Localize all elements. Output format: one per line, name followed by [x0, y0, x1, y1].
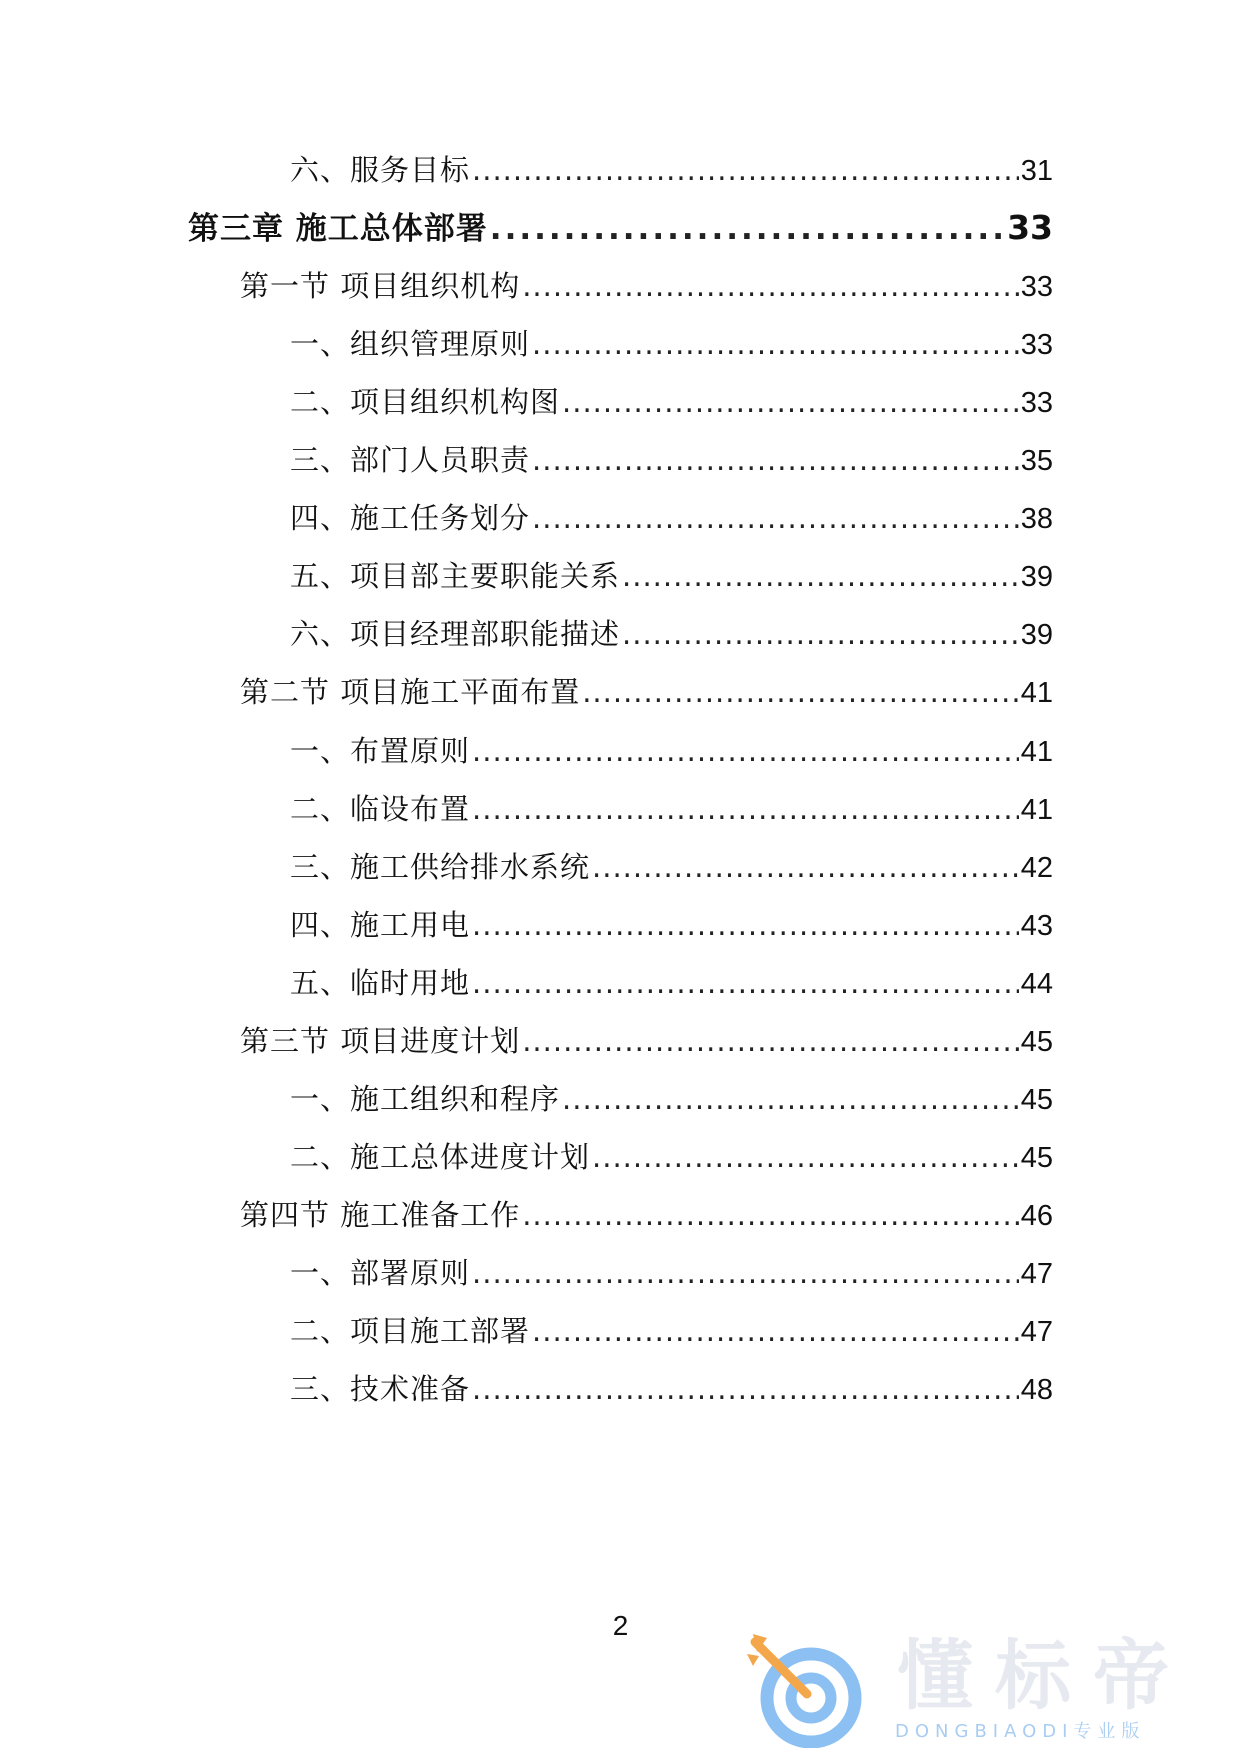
toc-entry-page: 35: [1020, 445, 1053, 478]
toc-dot-leader: [562, 1079, 1019, 1119]
toc-chapter-entry[interactable]: [188, 208, 1053, 248]
toc-dot-leader: [592, 847, 1019, 887]
toc-entry-title: 二、施工总体进度计划: [290, 1139, 591, 1174]
toc-entry-page: 47: [1020, 1316, 1053, 1348]
toc-entry-page: 38: [1020, 503, 1053, 536]
toc-subsection-entry[interactable]: [290, 324, 1053, 364]
watermark-subtitle: DONGBIAODI专业版: [895, 1721, 1146, 1742]
toc-subsection-entry[interactable]: [290, 440, 1053, 480]
toc-subsection-entry[interactable]: [290, 1311, 1053, 1351]
toc-entry-page: 31: [1020, 155, 1053, 187]
toc-dot-leader: [622, 556, 1019, 596]
toc-entry-title: 四、施工任务划分: [290, 501, 531, 536]
toc-dot-leader: [532, 498, 1019, 538]
toc-entry-page: 33: [1007, 208, 1053, 248]
toc-entry-page: 45: [1020, 1141, 1053, 1174]
toc-dot-leader: [472, 905, 1019, 945]
toc-subsection-entry[interactable]: [290, 789, 1053, 829]
toc-entry-title: 六、服务目标: [290, 153, 471, 187]
toc-entry-page: 39: [1020, 561, 1053, 594]
toc-entry-page: 41: [1020, 677, 1053, 710]
toc-subsection-entry[interactable]: [290, 731, 1053, 771]
toc-entry-page: 48: [1020, 1374, 1053, 1407]
toc-entry-title: 二、项目施工部署: [290, 1314, 531, 1348]
toc-entry-page: 42: [1020, 851, 1053, 884]
toc-entry-page: 46: [1020, 1199, 1053, 1232]
toc-entry-title: 五、项目部主要职能关系: [290, 559, 621, 594]
toc-subsection-entry[interactable]: [290, 1253, 1053, 1293]
toc-dot-leader: [472, 150, 1019, 190]
toc-entry-title: 二、临设布置: [290, 791, 471, 826]
toc-entry-title: 三、施工供给排水系统: [290, 849, 591, 884]
toc-entry-page: 45: [1020, 1083, 1053, 1116]
toc-subsection-entry[interactable]: [290, 1137, 1053, 1177]
toc-section-entry[interactable]: [240, 1021, 1053, 1061]
toc-subsection-entry[interactable]: [290, 382, 1053, 422]
watermark: [745, 1630, 1225, 1748]
toc-dot-leader: [490, 209, 1005, 248]
toc-dot-leader: [472, 789, 1019, 829]
toc-entry-page: 41: [1020, 793, 1053, 826]
toc-dot-leader: [582, 672, 1019, 712]
toc-dot-leader: [472, 731, 1019, 771]
toc-subsection-entry[interactable]: [290, 498, 1053, 538]
toc-section-entry[interactable]: [240, 672, 1053, 712]
toc-entry-title: 三、技术准备: [290, 1372, 471, 1407]
toc-dot-leader: [562, 382, 1019, 422]
toc-subsection-entry[interactable]: [290, 1079, 1053, 1119]
toc-dot-leader: [622, 614, 1019, 654]
toc-entry-page: 41: [1020, 735, 1053, 768]
toc-subsection-entry[interactable]: [290, 614, 1053, 654]
toc-dot-leader: [472, 963, 1019, 1003]
toc-entry-title: 三、部门人员职责: [290, 443, 531, 478]
toc-entry-title: 第三章 施工总体部署: [188, 211, 488, 248]
toc-entry-title: 一、部署原则: [290, 1255, 471, 1290]
toc-dot-leader: [532, 440, 1019, 480]
toc-dot-leader: [532, 324, 1019, 364]
toc-section-entry[interactable]: [240, 1195, 1053, 1235]
toc-entry-page: 45: [1020, 1025, 1053, 1058]
toc-dot-leader: [522, 1195, 1019, 1235]
toc-entry-title: 五、临时用地: [290, 965, 471, 1000]
target-arrow-icon: [745, 1630, 865, 1748]
toc-dot-leader: [472, 1253, 1019, 1293]
toc-entry-title: 六、项目经理部职能描述: [290, 617, 621, 652]
toc-entry-page: 33: [1020, 329, 1053, 362]
toc-entry-title: 二、项目组织机构图: [290, 385, 561, 420]
toc-subsection-entry[interactable]: [290, 905, 1053, 945]
toc-entry-page: 33: [1020, 271, 1053, 304]
toc-subsection-entry[interactable]: [290, 963, 1053, 1003]
toc-dot-leader: [592, 1137, 1019, 1177]
toc-dot-leader: [472, 1369, 1019, 1409]
toc-entry-page: 33: [1020, 387, 1053, 420]
toc-subsection-entry[interactable]: [290, 1369, 1053, 1409]
toc-entry-title: 第三节 项目进度计划: [240, 1023, 521, 1058]
toc-entry-title: 一、布置原则: [290, 733, 471, 768]
page-number: 2: [612, 1610, 629, 1641]
toc-entry-title: 第二节 项目施工平面布置: [240, 675, 581, 710]
toc-entry-page: 39: [1020, 619, 1053, 652]
toc-section-entry[interactable]: [240, 266, 1053, 306]
toc-entry-title: 一、组织管理原则: [290, 327, 531, 362]
toc-entry-title: 一、施工组织和程序: [290, 1081, 561, 1116]
toc-entry-title: 第一节 项目组织机构: [240, 269, 521, 304]
toc-dot-leader: [522, 266, 1019, 306]
toc-subsection-entry[interactable]: [290, 847, 1053, 887]
watermark-brand: 懂标帝: [897, 1631, 1191, 1720]
toc-entry-title: 第四节 施工准备工作: [240, 1197, 521, 1232]
toc-entry-page: 44: [1020, 967, 1053, 1000]
toc-entry-title: 四、施工用电: [290, 907, 471, 942]
toc-entry-page: 47: [1020, 1257, 1053, 1290]
toc-subsection-entry[interactable]: [290, 556, 1053, 596]
toc-subsection-entry[interactable]: [290, 150, 1053, 190]
toc-dot-leader: [532, 1311, 1019, 1351]
toc-entry-page: 43: [1020, 909, 1053, 942]
toc-dot-leader: [522, 1021, 1019, 1061]
